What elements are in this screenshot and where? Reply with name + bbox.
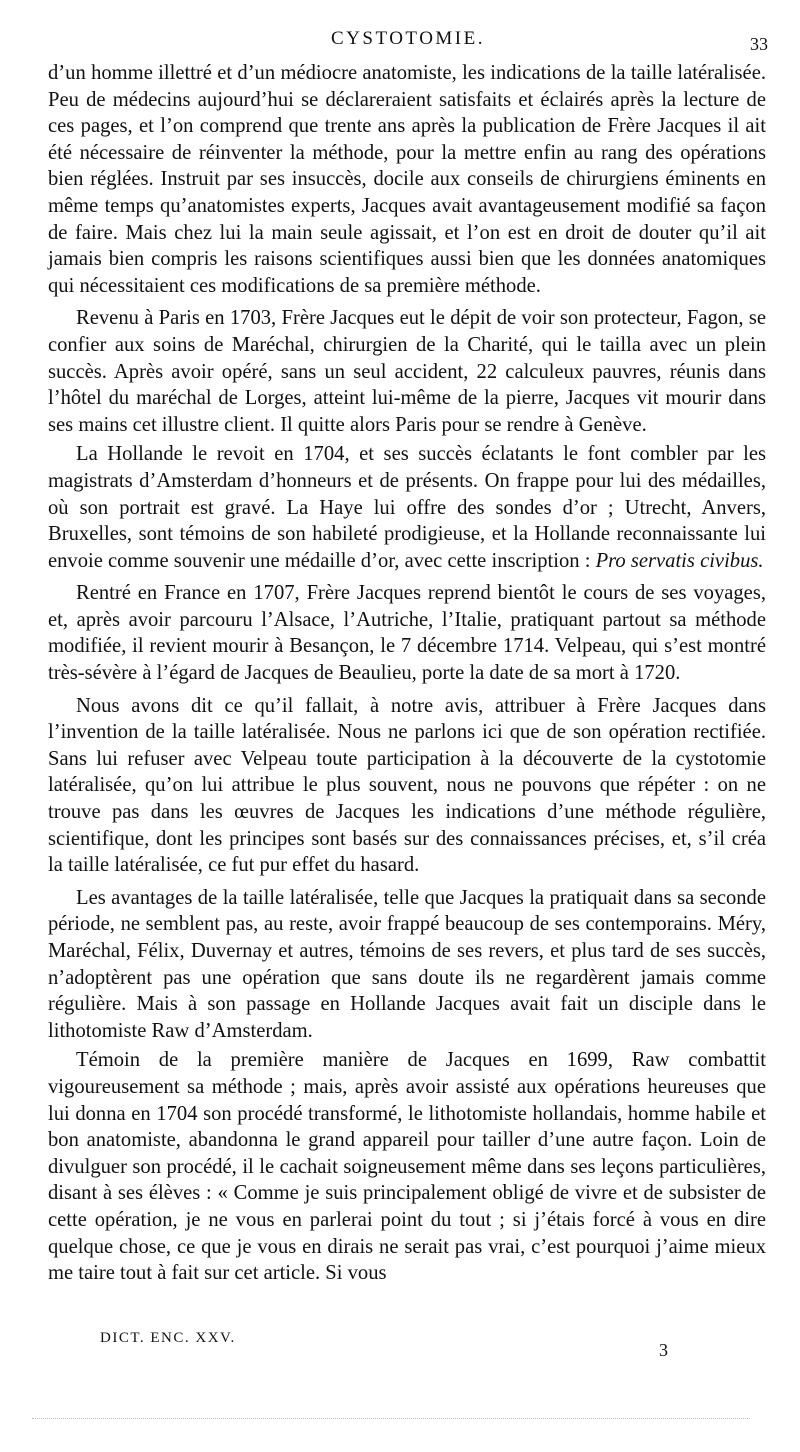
signature-mark: 3 xyxy=(659,1340,668,1360)
paragraph-5: Nous avons dit ce qu’il fallait, à notre avis, attribuer à Frère Jacques dans l’invention de la taille latéralisée. Nous ne parlons ici que de son opération rectifiée. Sans lui refuser avec Velpeau toute participation à la découverte de la cystotomie latéralisée, qu’on lui attribue le plus souvent, nous ne pouvons que répéter : on ne trouve pas dans les œuvres de Jacques les indications d’une méthode régulière, scientifique, dont les principes sont basés sur des connaissances précises, et, s’il créa la taille latéralisée, ce fut pur effet du hasard. xyxy=(48,694,766,877)
paragraph-2: Revenu à Paris en 1703, Frère Jacques eut le dépit de voir son protecteur, Fagon, se confier aux soins de Maréchal, chirurgien de la Charité, qui le tailla avec un plein succès. Après avoir opéré, sans un seul accident, 22 calculeux pauvres, réunis dans l’hôtel du maréchal de Lorges, atteint lui-même de la pierre, Jacques vit mourir dans ses mains cet illustre client. Il quitte alors Paris pour se rendre à Genève. xyxy=(48,307,766,436)
paragraph-1: d’un homme illettré et d’un médiocre anatomiste, les indications de la taille latéralisée. Peu de médecins aujourd’hui se déclareraient satisfaits et éclairés après la lecture de ces pages, et l’on comprend que trente ans après la publication de Frère Jacques il ait été nécessaire de réinventer la méthode, pour la mettre enfin au rang des opérations bien réglées. Instruit par ses insuccès, docile aux conseils de chirurgiens éminents en même temps qu’anatomistes experts, Jacques avait avantageusement modifié sa façon de faire. Mais chez lui la main seule agissait, et l’on est en droit de douter qu’il ait jamais bien compris les raisons scientifiques aussi bien que les données anatomiques qui nécessitaient ces modifications de sa première méthode. xyxy=(48,62,766,297)
page-number: 33 xyxy=(750,34,768,54)
page-header xyxy=(48,28,768,58)
body-text xyxy=(48,60,766,1293)
paragraph-6: Les avantages de la taille latéralisée, telle que Jacques la pratiquait dans sa seconde période, ne semblent pas, au reste, avoir frappé beaucoup de ses contemporains. Méry, Maréchal, Félix, Duvernay et autres, témoins de ses revers, et plus tard de ses succès, n’adoptèrent pas une opération que sans doute ils ne regardèrent jamais comme régulière. Mais à son passage en Hollande Jacques avait fait un disciple dans le lithotomiste Raw d’Amsterdam. xyxy=(48,886,766,1042)
paragraph-4: Rentré en France en 1707, Frère Jacques reprend bientôt le cours de ses voyages, et, après avoir parcouru l’Alsace, l’Autriche, l’Italie, pratiquant partout sa méthode modifiée, il revient mourir à Besançon, le 7 décembre 1714. Velpeau, qui s’est montré très-sévère à l’égard de Jacques de Beaulieu, porte la date de sa mort à 1720. xyxy=(48,582,766,685)
paragraph-3 xyxy=(48,441,766,574)
paragraph-7: Témoin de la première manière de Jacques en 1699, Raw combattit vigoureusement sa méthode ; mais, après avoir assisté aux opérations heureuses que lui donna en 1704 son procédé transformé, le lithotomiste hollandais, homme habile et bon anatomiste, abandonna le grand appareil pour tailler d’une autre façon. Loin de divulguer son procédé, il le cachait soigneusement même dans ses leçons particulières, disant à ses élèves : « Comme je suis principalement obligé de vivre et de subsister de cette opération, je ne vous en parlerai point du tout ; si j’étais forcé à vous en dire quelque chose, ce que je vous en dirais ne serait pas vrai, c’est pourquoi j’aime mieux me taire tout à fait sur cet article. Si vous xyxy=(48,1049,766,1285)
running-title: CYSTOTOMIE. xyxy=(330,28,485,49)
volume-reference: DICT. ENC. XXV. xyxy=(100,1330,236,1346)
medal-inscription: Pro servatis civibus. xyxy=(595,549,764,572)
bottom-rule xyxy=(32,1418,750,1419)
page-footer xyxy=(48,1330,766,1370)
paragraph-3-text: La Hollande le revoit en 1704, et ses succès éclatants le font combler par les magistrats d’Amsterdam d’honneurs et de présents. On frappe pour lui des médailles, où son portrait est gravé. La Haye lui offre des sondes d’or ; Utrecht, Anvers, Bruxelles, sont témoins de son habileté prodigieuse, et la Hollande reconnaissante lui envoie comme souvenir une médaille d’or, avec cette inscription : xyxy=(48,443,766,572)
